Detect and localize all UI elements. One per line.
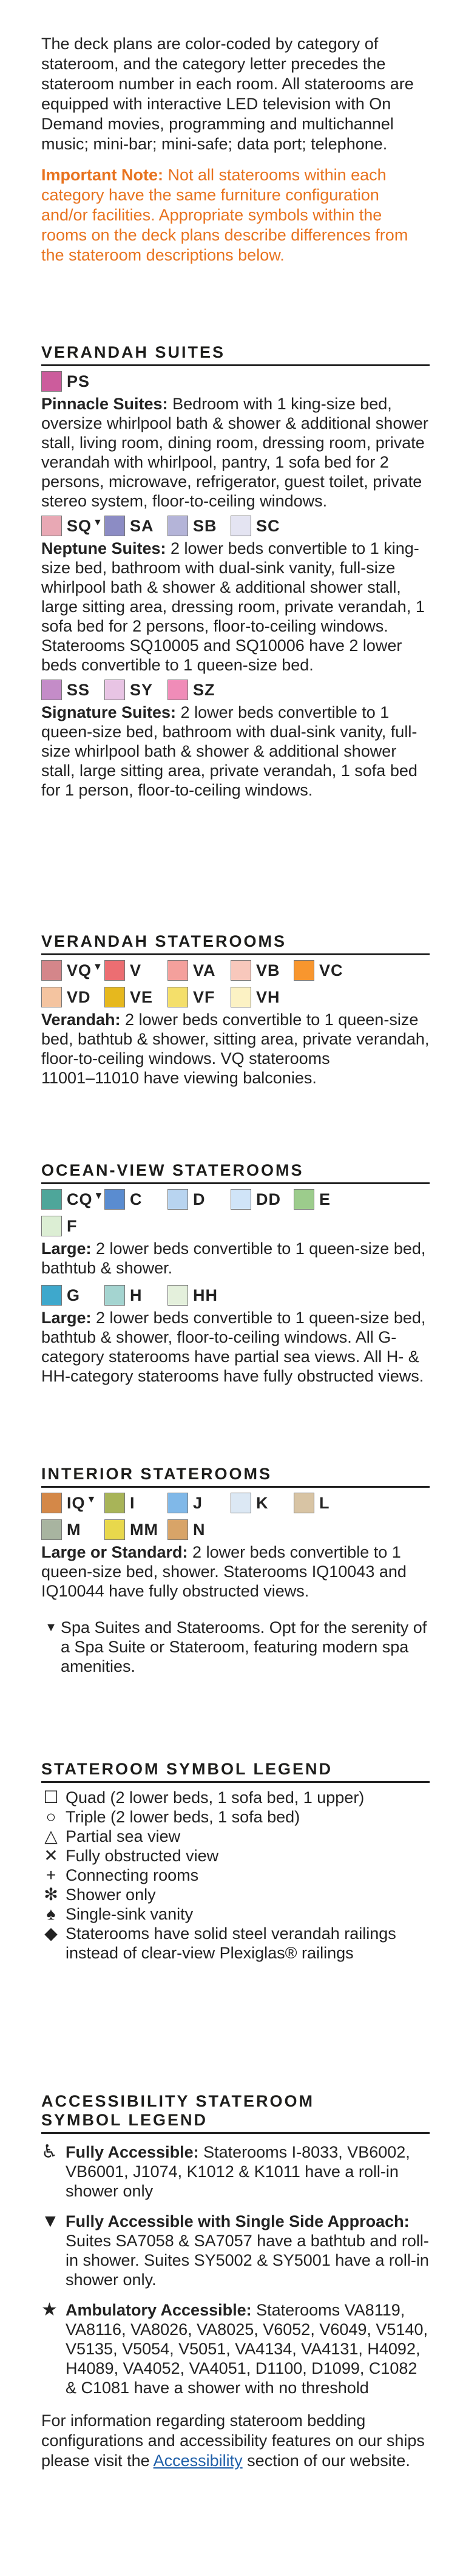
- swatch-color-box: [231, 1493, 251, 1513]
- section-title-verandah-staterooms: VERANDAH STATEROOMS: [41, 932, 430, 955]
- important-note: [41, 165, 430, 265]
- section-title-oceanview: OCEAN-VIEW STATEROOMS: [41, 1161, 430, 1184]
- swatch-d: [167, 1188, 231, 1211]
- swatch-vf: [167, 986, 231, 1009]
- swatch-color-box: [104, 516, 125, 536]
- swatch-code-label: VB: [256, 961, 280, 980]
- accessibility-link[interactable]: Accessibility: [153, 2452, 243, 2470]
- swatch-code-label: VE: [130, 987, 154, 1006]
- neptune-label: Neptune Suites:: [41, 539, 166, 557]
- swatch-code-label: VH: [256, 987, 280, 1006]
- symbol-legend-item: [41, 1924, 430, 1963]
- section-title-interior: INTERIOR STATEROOMS: [41, 1465, 430, 1488]
- swatch-h: [104, 1284, 167, 1307]
- star-icon: ★: [41, 2300, 58, 2320]
- spa-triangle-icon: ▼: [93, 517, 103, 528]
- symbol-legend-text: Fully obstructed view: [66, 1847, 219, 1865]
- swatch-color-box: [231, 960, 251, 981]
- swatch-vc: [294, 959, 357, 982]
- swatch-c: [104, 1188, 167, 1211]
- swatch-code-label: N: [193, 1520, 206, 1539]
- swatch-color-box: [41, 1493, 62, 1513]
- accessibility-item-detail: Staterooms I-8033, VB6002, VB6001, J1074, K1012 & K1011 have a roll-in shower only: [66, 2143, 410, 2200]
- oceanview-section: [41, 1161, 430, 1386]
- symbol-legend-item: [41, 1827, 430, 1846]
- swatch-code-label: PS: [67, 372, 90, 390]
- circle-icon: ○: [46, 1807, 56, 1826]
- verandah-staterooms-section: [41, 932, 430, 1088]
- symbol-legend-text: Connecting rooms: [66, 1866, 199, 1884]
- symbol-legend-item: [41, 1846, 430, 1866]
- swatch-code-label: V: [130, 961, 142, 980]
- accessibility-item-text: [66, 2212, 430, 2289]
- swatch-color-box: [231, 1189, 251, 1210]
- swatch-row-neptune: [41, 514, 430, 539]
- swatch-va: [167, 959, 231, 982]
- swatch-color-box: [41, 1216, 62, 1236]
- accessibility-title-line1: ACCESSIBILITY STATEROOM: [41, 2092, 315, 2110]
- signature-label: Signature Suites:: [41, 703, 177, 721]
- swatch-f: [41, 1215, 104, 1238]
- swatch-j: [167, 1491, 231, 1515]
- pinnacle-description: [41, 394, 430, 511]
- accessibility-item-detail: Suites SA7058 & SA7057 have a bathtub and roll-in shower. Suites SY5002 & SY5001 have a roll-in shower only.: [66, 2232, 429, 2289]
- swatch-code-label: VA: [193, 961, 216, 980]
- pinnacle-label: Pinnacle Suites:: [41, 395, 168, 413]
- triangle-icon: △: [44, 1827, 58, 1845]
- symbol-legend-item: [41, 1807, 430, 1827]
- accessibility-list: [41, 2142, 430, 2397]
- swatch-ss: [41, 678, 104, 701]
- interior-label: Large or Standard:: [41, 1543, 188, 1561]
- swatch-color-box: [41, 1189, 62, 1210]
- swatch-color-box: [41, 987, 62, 1007]
- swatch-color-box: [41, 680, 62, 700]
- swatch-dd: [231, 1188, 294, 1211]
- down-triangle-icon: ▼: [41, 2211, 59, 2231]
- swatch-color-box: [231, 516, 251, 536]
- swatch-color-box: [104, 1493, 125, 1513]
- accessibility-item-text: [66, 2300, 430, 2397]
- swatch-vh: [231, 986, 294, 1009]
- swatch-code-label: MM: [130, 1520, 158, 1539]
- swatch-sz: [167, 678, 231, 701]
- swatch-color-box: [104, 1285, 125, 1306]
- interior-section: [41, 1465, 430, 1676]
- verandah-text: 2 lower beds convertible to 1 queen-size bed, bathtub & shower, sitting area, private verandah, floor-to-ceiling windows. VQ staterooms: [41, 1010, 430, 1068]
- swatch-code-label: L: [319, 1493, 330, 1512]
- accessibility-item-label: Fully Accessible:: [66, 2143, 199, 2161]
- swatch-code-label: C: [130, 1190, 143, 1208]
- swatch-code-label: SA: [130, 516, 154, 535]
- swatch-code-label: VD: [67, 987, 91, 1006]
- oceanview-large2-text: 2 lower beds convertible to 1 queen-size bed, bathtub & shower, floor-to-ceiling windows. All G-category staterooms have partial sea views. All H- & HH-category staterooms have fully obstructed views.: [41, 1309, 426, 1385]
- important-note-text: Not all staterooms within each category have the same furniture configuration and/or facilities. Appropriate symbols within the rooms on the deck plans describe differences from the stateroom descriptions below.: [41, 166, 408, 264]
- swatch-cq: [41, 1188, 104, 1211]
- swatch-color-box: [167, 1285, 188, 1306]
- swatch-color-box: [167, 1519, 188, 1540]
- oceanview-large-label: Large:: [41, 1239, 92, 1258]
- accessibility-item-label: Ambulatory Accessible:: [66, 2301, 252, 2319]
- swatch-iq: [41, 1491, 104, 1515]
- swatch-code-label: D: [193, 1190, 206, 1208]
- plus-icon: +: [46, 1866, 56, 1884]
- symbol-legend-text: Triple (2 lower beds, 1 sofa bed): [66, 1808, 300, 1826]
- swatch-color-box: [104, 960, 125, 981]
- spa-note-text: Spa Suites and Staterooms. Opt for the serenity of a Spa Suite or Stateroom, featuring modern spa amenities.: [61, 1618, 427, 1675]
- swatch-code-label: SB: [193, 516, 217, 535]
- pinnacle-text: Bedroom with 1 king-size bed, oversize whirlpool bath & shower & additional shower stall, living room, dining room, dressing room, private verandah with whirlpool, pantry, 1 sofa bed for 2 persons, microwave, refrigerator, guest toilet, private stereo system, floor-to-ceiling windows.: [41, 395, 428, 510]
- swatch-row-interior-2: [41, 1518, 430, 1542]
- footer-text-before: For information regarding stateroom bedding configurations and accessibility features on our ships please visit the: [41, 2411, 425, 2470]
- accessibility-title-line2: SYMBOL LEGEND: [41, 2111, 208, 2129]
- swatch-row-pinnacle: [41, 370, 430, 394]
- swatch-code-label: VC: [319, 961, 343, 980]
- swatch-color-box: [104, 1189, 125, 1210]
- swatch-color-box: [104, 1519, 125, 1540]
- oceanview-large-description: [41, 1239, 430, 1278]
- spa-triangle-icon: ▼: [93, 961, 103, 972]
- swatch-i: [104, 1491, 167, 1515]
- swatch-row-interior-1: [41, 1491, 430, 1516]
- section-title-accessibility: [41, 2092, 430, 2134]
- swatch-color-box: [294, 1493, 314, 1513]
- symbol-legend-text: Single-sink vanity: [66, 1905, 194, 1923]
- swatch-color-box: [167, 680, 188, 700]
- verandah-label: Verandah:: [41, 1010, 121, 1029]
- diamond-icon: ◆: [44, 1924, 58, 1943]
- swatch-v: [104, 959, 167, 982]
- swatch-color-box: [41, 516, 62, 536]
- swatch-mm: [104, 1518, 167, 1541]
- swatch-row-verandah-1: [41, 959, 430, 983]
- swatch-sc: [231, 514, 294, 537]
- swatch-code-label: SS: [67, 680, 90, 699]
- important-note-label: Important Note:: [41, 166, 163, 184]
- symbol-legend-section: [41, 1760, 430, 1963]
- verandah-description: [41, 1010, 430, 1088]
- swatch-row-oceanview-3: [41, 1284, 430, 1308]
- accessibility-item: [41, 2300, 430, 2397]
- swatch-row-signature: [41, 678, 430, 703]
- swatch-code-label: SC: [256, 516, 280, 535]
- spade-icon: ♠: [46, 1904, 56, 1923]
- accessibility-item: [41, 2142, 430, 2201]
- neptune-text: 2 lower beds convertible to 1 king-size bed, bathroom with dual-sink vanity, full-size whirlpool bath & shower & additional shower stall, large sitting area, dressing room, private verandah, 1 sofa bed for 2 persons, floor-to-ceiling windows. Staterooms SQ10005 and SQ10006 have 2 lower beds convertible to 1 queen-size bed.: [41, 539, 425, 674]
- swatch-color-box: [104, 987, 125, 1007]
- swatch-sy: [104, 678, 167, 701]
- swatch-code-label: SQ ▼: [67, 516, 103, 535]
- swatch-code-label: K: [256, 1493, 269, 1512]
- swatch-code-label: VQ ▼: [67, 961, 103, 980]
- swatch-vq: [41, 959, 104, 982]
- swatch-color-box: [167, 960, 188, 981]
- oceanview-large2-description: [41, 1308, 430, 1386]
- wheelchair-icon: ♿: [41, 2142, 58, 2162]
- verandah-text-2: 11001–11010 have viewing balconies.: [41, 1069, 317, 1087]
- intro-text: The deck plans are color-coded by category of stateroom, and the category letter precedes the stateroom number in each room. All staterooms are equipped with interactive LED television with On Demand movies, programming and multichannel music; mini-bar; mini-safe; data port; telephone.: [41, 35, 414, 153]
- symbol-legend-item: [41, 1866, 430, 1885]
- swatch-vd: [41, 986, 104, 1009]
- swatch-color-box: [294, 960, 314, 981]
- oceanview-large-text: 2 lower beds convertible to 1 queen-size bed, bathtub & shower.: [41, 1239, 426, 1277]
- swatch-ps: [41, 370, 104, 393]
- swatch-ve: [104, 986, 167, 1009]
- signature-description: [41, 703, 430, 800]
- footer-text: [41, 2411, 430, 2471]
- section-title-symbol-legend: STATEROOM SYMBOL LEGEND: [41, 1760, 430, 1783]
- spa-triangle-icon: ▼: [93, 1190, 104, 1201]
- swatch-color-box: [41, 1519, 62, 1540]
- swatch-color-box: [167, 1189, 188, 1210]
- symbol-legend-item: [41, 1904, 430, 1924]
- swatch-color-box: [41, 960, 62, 981]
- symbol-legend-item: [41, 1885, 430, 1904]
- swatch-row-verandah-2: [41, 986, 430, 1010]
- oceanview-large2-label: Large:: [41, 1309, 92, 1327]
- spa-triangle-icon: ▼: [86, 1494, 97, 1505]
- swatch-code-label: HH: [193, 1286, 218, 1304]
- swatch-color-box: [41, 1285, 62, 1306]
- swatch-code-label: M: [67, 1520, 81, 1539]
- swatch-code-label: VF: [193, 987, 215, 1006]
- swatch-m: [41, 1518, 104, 1541]
- swatch-sq: [41, 514, 104, 537]
- accessibility-item-text: [66, 2142, 430, 2201]
- swatch-code-label: CQ ▼: [67, 1190, 104, 1208]
- symbol-legend-text: Shower only: [66, 1886, 156, 1904]
- footer-text-after: section of our website.: [242, 2452, 410, 2470]
- square-icon: ☐: [43, 1788, 59, 1807]
- accessibility-item-label: Fully Accessible with Single Side Approach:: [66, 2212, 410, 2230]
- swatch-code-label: I: [130, 1493, 135, 1512]
- swatch-k: [231, 1491, 294, 1515]
- swatch-n: [167, 1518, 231, 1541]
- swatch-vb: [231, 959, 294, 982]
- asterisk-icon: ✻: [44, 1885, 58, 1904]
- swatch-color-box: [167, 1493, 188, 1513]
- swatch-code-label: G: [67, 1286, 81, 1304]
- signature-text: 2 lower beds convertible to 1 queen-size bed, bathroom with dual-sink vanity, full-size whirlpool bath & shower & additional shower stall, large sitting area, private verandah, 1 sofa bed for 1 person, floor-to-ceiling windows.: [41, 703, 417, 799]
- swatch-color-box: [231, 987, 251, 1007]
- symbol-legend-list: [41, 1788, 430, 1963]
- accessibility-item: [41, 2212, 430, 2289]
- x-icon: ✕: [44, 1846, 58, 1865]
- intro-section: [41, 34, 430, 265]
- accessibility-item-detail: Staterooms VA8119, VA8116, VA8026, VA8025, V6052, V6049, V5140, V5135, V5054, V5051, VA4134, VA4131, H4092, H4089, VA4052, VA4051, D1100, D1099, C1082 & C1081 have a shower with no threshold: [66, 2301, 428, 2397]
- symbol-legend-text: Staterooms have solid steel verandah railings instead of clear-view Plexiglas® railings: [66, 1924, 396, 1962]
- interior-text: 2 lower beds convertible to 1 queen-size bed, shower. Staterooms IQ10043 and IQ10044 have fully obstructed views.: [41, 1543, 407, 1600]
- accessibility-section: [41, 2092, 430, 2471]
- swatch-color-box: [294, 1189, 314, 1210]
- swatch-sa: [104, 514, 167, 537]
- spa-triangle-icon: ▼: [45, 1621, 57, 1634]
- swatch-row-oceanview-1: [41, 1188, 430, 1212]
- symbol-legend-text: Partial sea view: [66, 1827, 181, 1845]
- swatch-color-box: [167, 516, 188, 536]
- spa-note: [41, 1618, 430, 1676]
- neptune-description: [41, 539, 430, 675]
- swatch-code-label: IQ ▼: [67, 1493, 97, 1512]
- swatch-code-label: H: [130, 1286, 143, 1304]
- verandah-suites-section: [41, 343, 430, 800]
- swatch-code-label: SY: [130, 680, 154, 699]
- swatch-hh: [167, 1284, 231, 1307]
- symbol-legend-text: Quad (2 lower beds, 1 sofa bed, 1 upper): [66, 1788, 365, 1807]
- symbol-legend-item: [41, 1788, 430, 1807]
- swatch-code-label: F: [67, 1216, 78, 1235]
- section-title-verandah-suites: VERANDAH SUITES: [41, 343, 430, 366]
- swatch-code-label: J: [193, 1493, 203, 1512]
- swatch-e: [294, 1188, 357, 1211]
- swatch-code-label: DD: [256, 1190, 281, 1208]
- swatch-sb: [167, 514, 231, 537]
- swatch-code-label: SZ: [193, 680, 215, 699]
- swatch-color-box: [167, 987, 188, 1007]
- swatch-code-label: E: [319, 1190, 331, 1208]
- swatch-color-box: [41, 371, 62, 392]
- swatch-color-box: [104, 680, 125, 700]
- swatch-row-oceanview-2: [41, 1215, 430, 1239]
- interior-description: [41, 1542, 430, 1601]
- swatch-g: [41, 1284, 104, 1307]
- swatch-l: [294, 1491, 357, 1515]
